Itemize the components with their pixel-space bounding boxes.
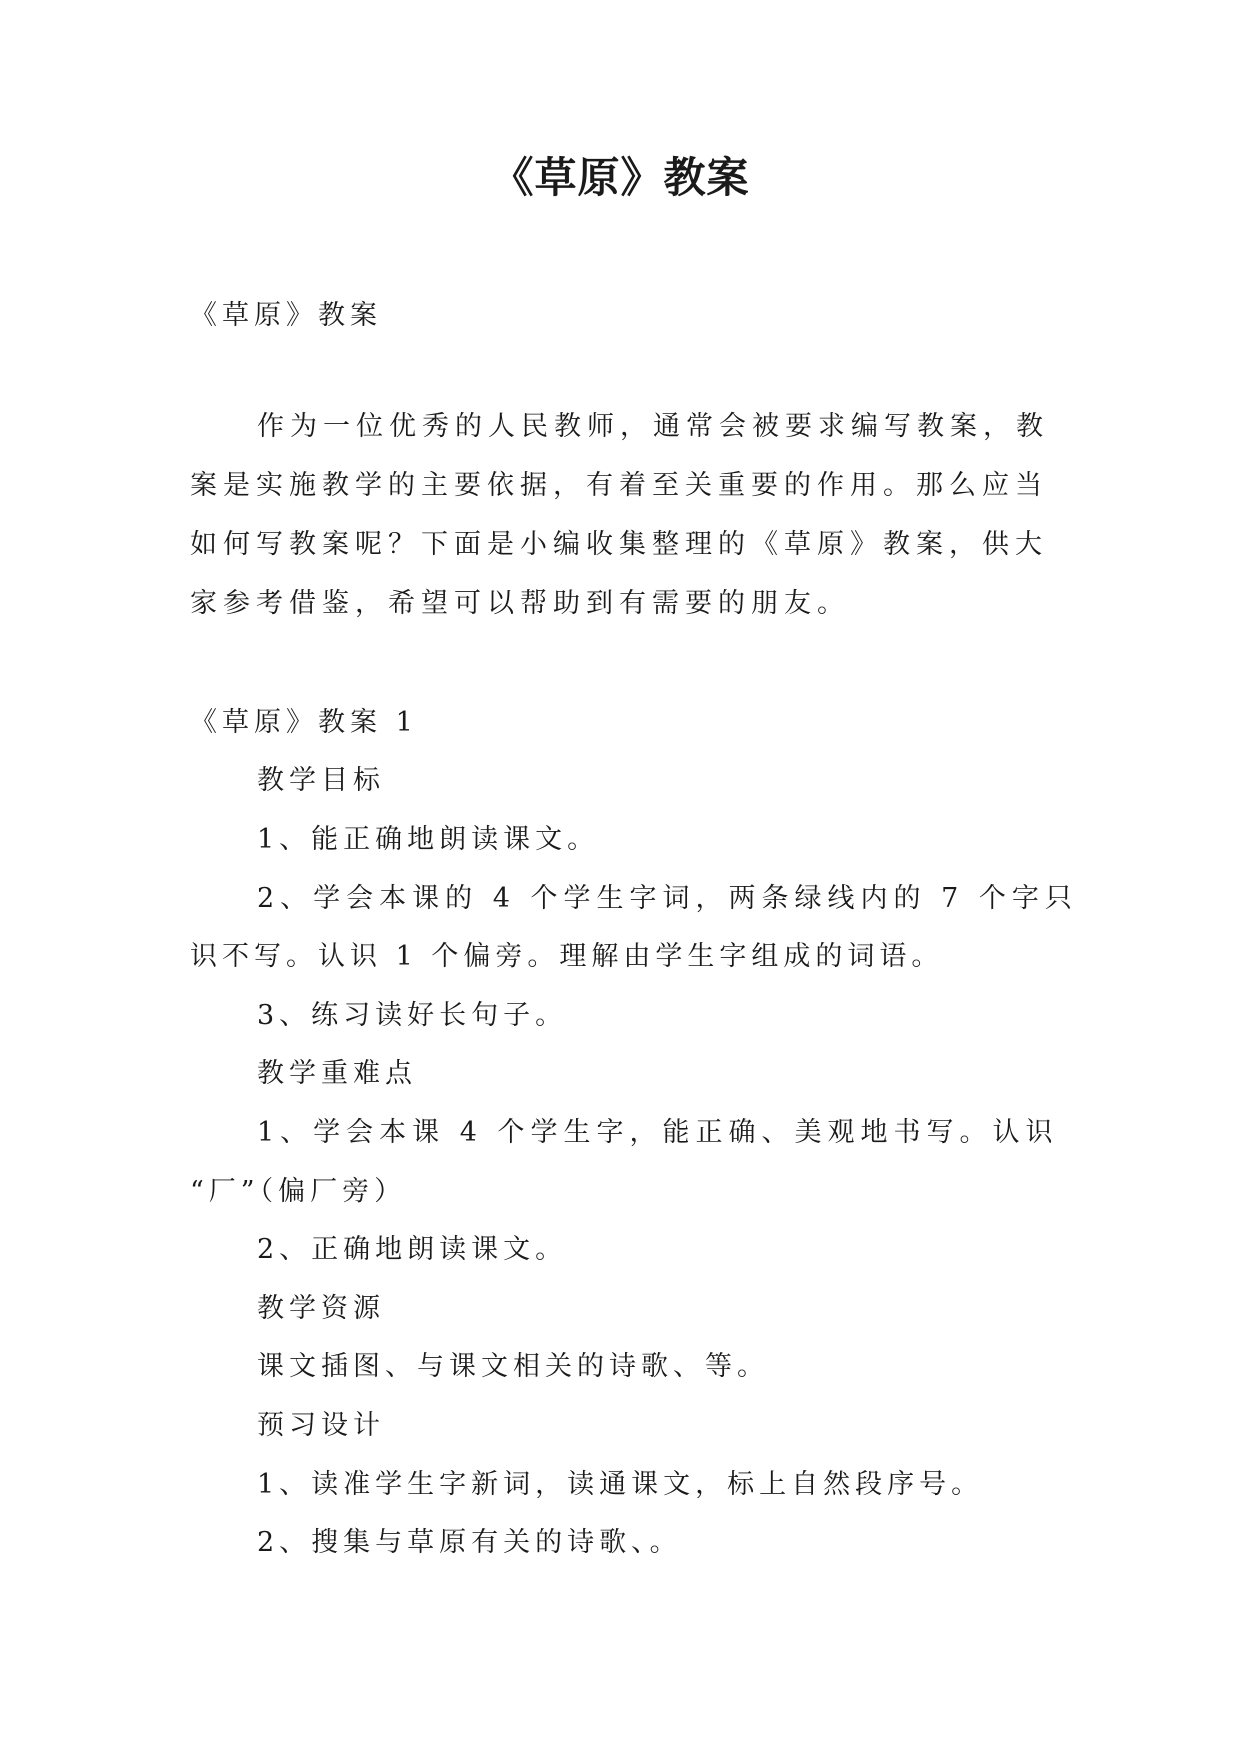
body-line: 2、搜集与草原有关的诗歌、。 (257, 1527, 682, 1558)
intro-line: 案是实施教学的主要依据，有着至关重要的作用。那么应当 (190, 470, 1048, 501)
body-line: 预习设计 (257, 1410, 385, 1441)
section-heading: 《草原》教案 1 (190, 707, 418, 738)
body-line: 教学资源 (257, 1293, 385, 1324)
body-line: 识不写。认识 1 个偏旁。理解由学生字组成的词语。 (190, 941, 944, 972)
body-line: 课文插图、与课文相关的诗歌、等。 (257, 1351, 769, 1382)
body-line: 1、读准学生字新词，读通课文，标上自然段序号。 (257, 1469, 984, 1500)
intro-line: 家参考借鉴，希望可以帮助到有需要的朋友。 (190, 588, 850, 619)
body-line: 3、练习读好长句子。 (257, 1000, 568, 1031)
body-line: 2、学会本课的 4 个学生字词，两条绿线内的 7 个字只 (257, 883, 1078, 914)
intro-line: 作为一位优秀的人民教师，通常会被要求编写教案，教 (257, 411, 1049, 442)
body-line: 教学重难点 (257, 1058, 417, 1089)
body-line: 教学目标 (257, 765, 385, 796)
body-line: “厂”（偏厂旁） (190, 1176, 407, 1207)
body-line: 2、正确地朗读课文。 (257, 1234, 568, 1265)
body-line: 1、能正确地朗读课文。 (257, 824, 600, 855)
document-subtitle: 《草原》教案 (190, 300, 382, 331)
intro-line: 如何写教案呢？下面是小编收集整理的《草原》教案，供大 (190, 529, 1048, 560)
document-title: 《草原》教案 (491, 153, 750, 202)
body-line: 1、学会本课 4 个学生字，能正确、美观地书写。认识 (257, 1117, 1059, 1148)
